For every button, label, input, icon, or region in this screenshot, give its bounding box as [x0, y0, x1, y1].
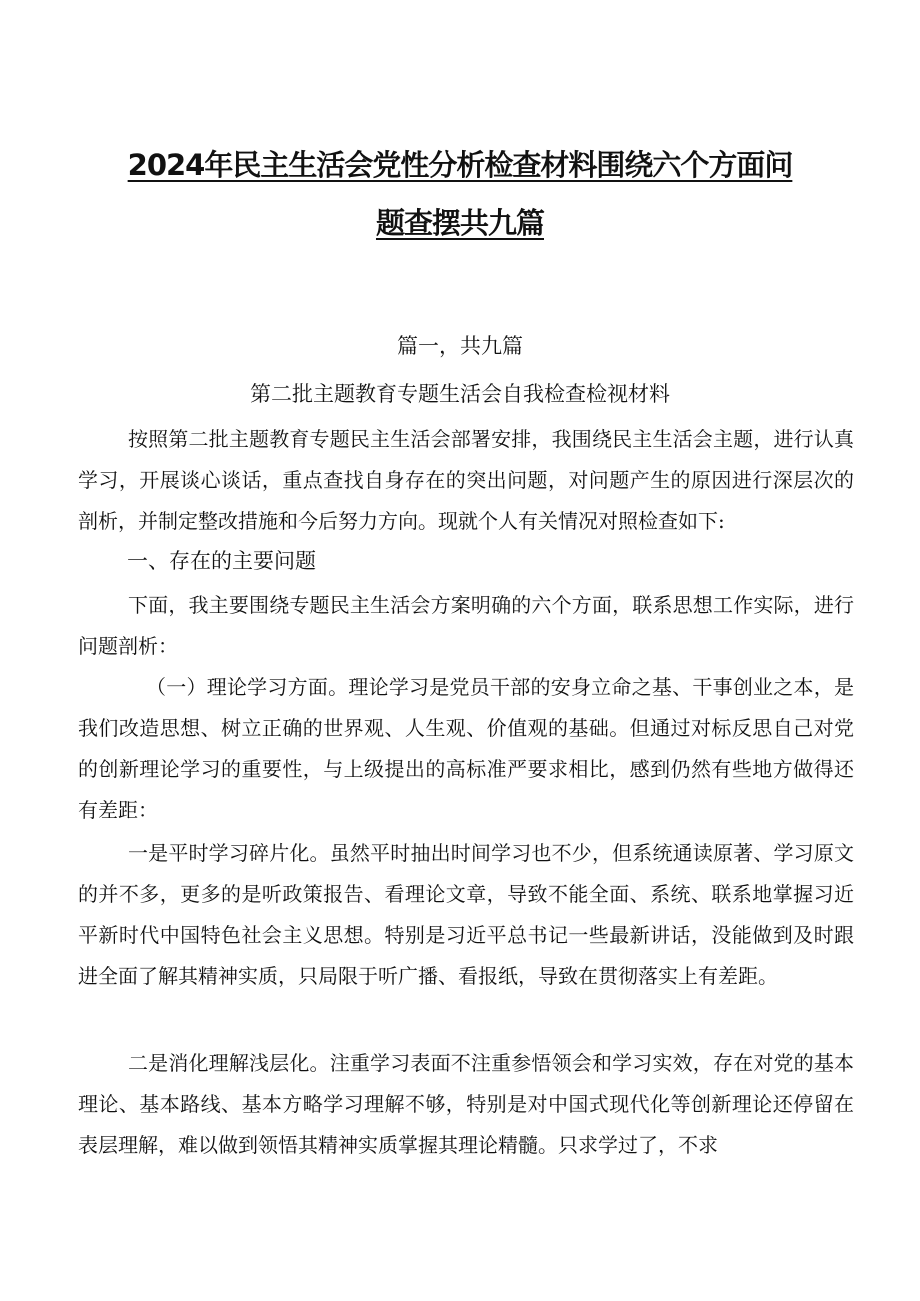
- section-intro-paragraph: 下面，我主要围绕专题民主生活会方案明确的六个方面，联系思想工作实际，进行问题剖析：: [78, 593, 854, 658]
- point-two-paragraph: 二是消化理解浅层化。注重学习表面不注重参悟领会和学习实效，存在对党的基本理论、基本路线、基本方略学习理解不够，特别是对中国式现代化等创新理论还停留在表层理解，难以做到领悟其精神实质掌握其理论精髓。只求学过了，不求: [78, 1051, 854, 1157]
- article-subtitle: 篇一，共九篇: [397, 334, 523, 358]
- document-title-line-1: 2024年民主生活会党性分析检查材料围绕六个方面问: [127, 148, 793, 182]
- section-heading: 一、存在的主要问题: [127, 549, 316, 573]
- point-one-paragraph: 一是平时学习碎片化。虽然平时抽出时间学习也不少，但系统通读原著、学习原文的并不多，更多的是听政策报告、看理论文章，导致不能全面、系统、联系地掌握习近平新时代中国特色社会主义思想。特别是习近平总书记一些最新讲话，没能做到及时跟进全面了解其精神实质，只局限于听广播、看报纸，导致在贯彻落实上有差距。: [78, 841, 854, 988]
- article-heading: 第二批主题教育专题生活会自我检查检视材料: [250, 382, 670, 406]
- document-title-line-2: 题查摆共九篇: [375, 206, 544, 240]
- intro-paragraph: 按照第二批主题教育专题民主生活会部署安排，我围绕民主生活会主题，进行认真学习，开展谈心谈话，重点查找自身存在的突出问题，对问题产生的原因进行深层次的剖析，并制定整改措施和今后努力方向。现就个人有关情况对照检查如下:: [78, 427, 854, 533]
- item-theory-study-paragraph: （一）理论学习方面。理论学习是党员干部的安身立命之基、干事创业之本，是我们改造思想、树立正确的世界观、人生观、价值观的基础。但通过对标反思自己对党的创新理论学习的重要性，与上级提出的高标准严要求相比，感到仍然有些地方做得还有差距：: [78, 675, 854, 822]
